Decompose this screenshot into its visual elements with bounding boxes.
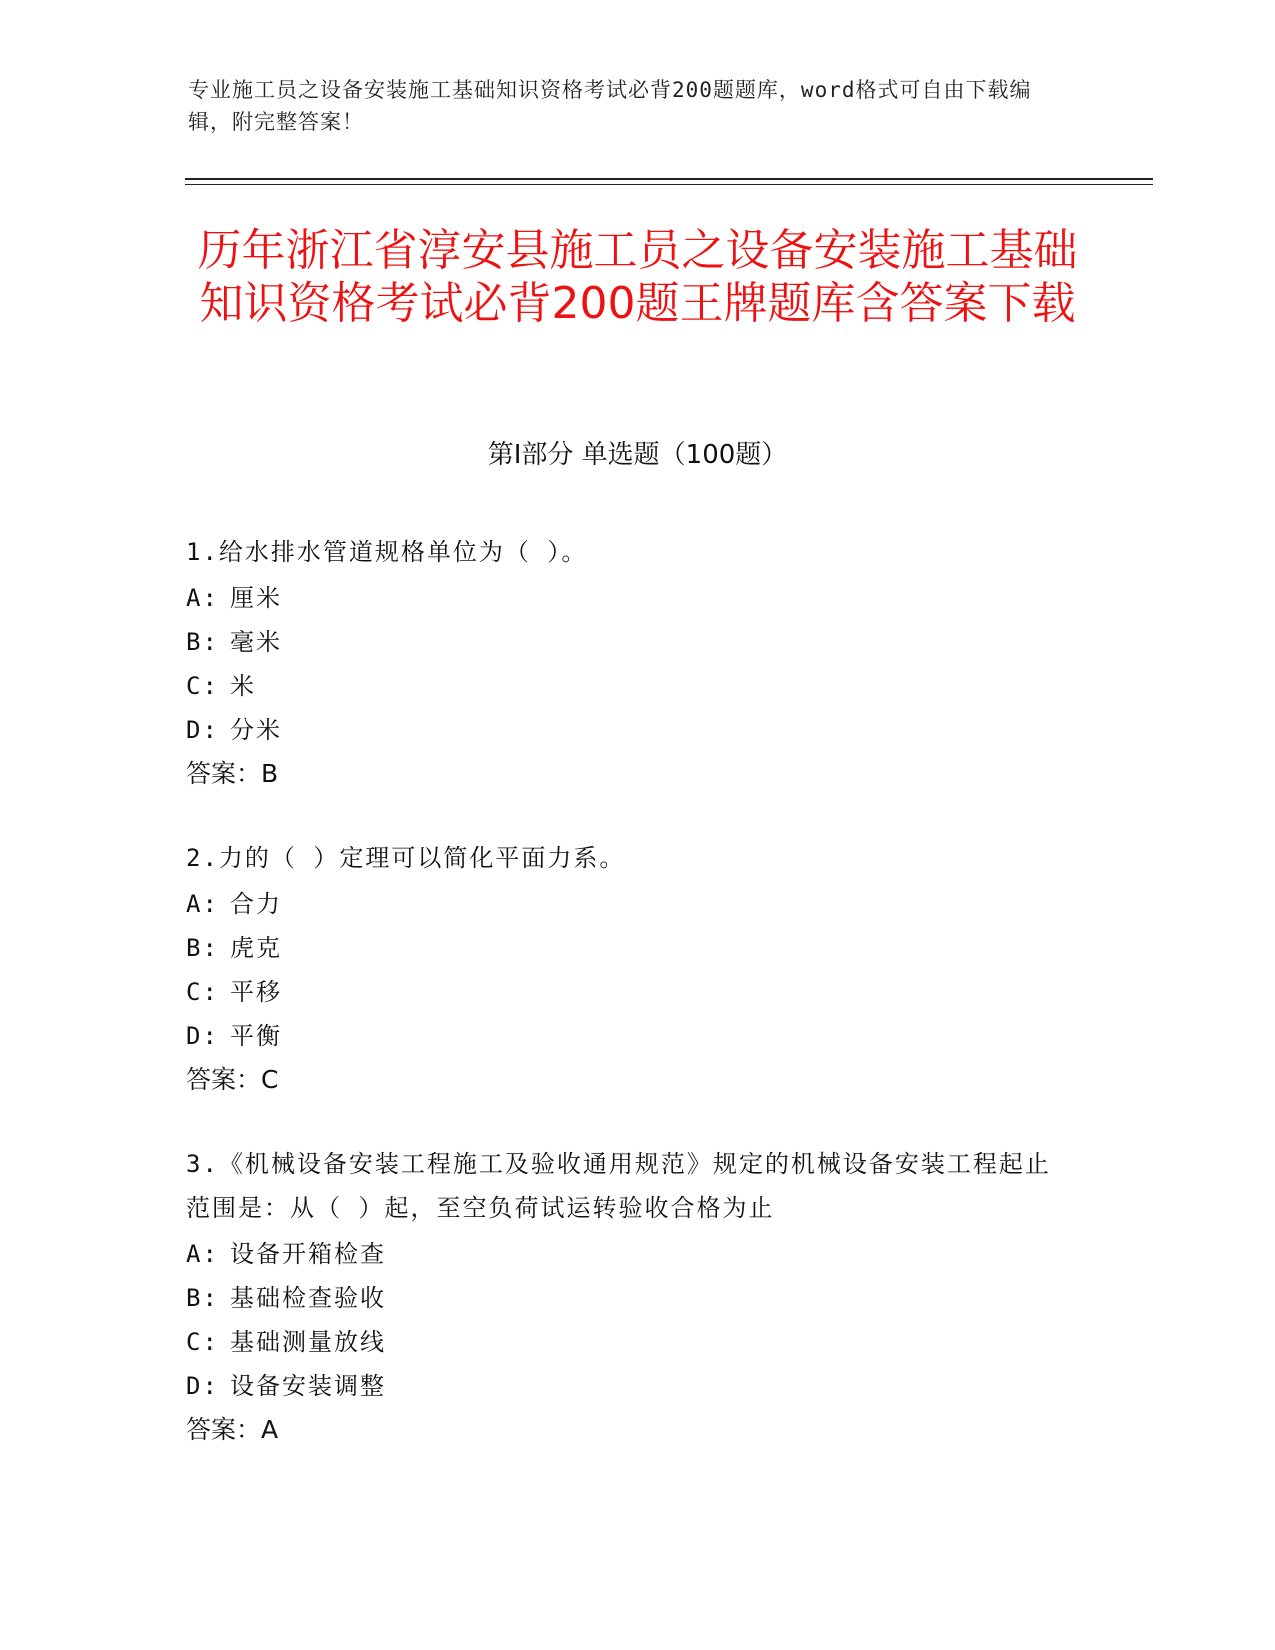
document-title: 历年浙江省淳安县施工员之设备安装施工基础知识资格考试必背200题王牌题库含答案下载 <box>197 225 1078 329</box>
option-c <box>186 1320 1066 1364</box>
option-key: B: <box>186 628 219 656</box>
question-3 <box>186 1142 1066 1452</box>
option-d <box>186 1364 1066 1408</box>
option-c <box>186 970 1066 1014</box>
option-key: C: <box>186 978 219 1006</box>
option-text: 虎克 <box>230 934 282 962</box>
option-text: 合力 <box>230 890 282 918</box>
option-text: 平衡 <box>230 1022 282 1050</box>
question-list <box>186 530 1066 1492</box>
answer: 答案：C <box>186 1065 279 1094</box>
option-b <box>186 926 1066 970</box>
header-divider-thick <box>185 178 1153 180</box>
option-a <box>186 576 1066 620</box>
option-key: B: <box>186 934 219 962</box>
option-key: D: <box>186 1022 219 1050</box>
option-text: 毫米 <box>230 628 282 656</box>
option-c <box>186 664 1066 708</box>
option-key: C: <box>186 672 219 700</box>
option-key: C: <box>186 1328 219 1356</box>
option-text: 基础测量放线 <box>230 1328 386 1356</box>
question-stem: 2.力的（ ）定理可以简化平面力系。 <box>186 844 626 872</box>
header-divider-thin <box>185 184 1153 185</box>
question-stem: 3.《机械设备安装工程施工及验收通用规范》规定的机械设备安装工程起止范围是：从（ ）起，至空负荷试运转验收合格为止 <box>186 1150 1051 1222</box>
question-2 <box>186 836 1066 1102</box>
option-text: 厘米 <box>230 584 282 612</box>
option-b <box>186 620 1066 664</box>
option-key: D: <box>186 1372 219 1400</box>
option-a <box>186 882 1066 926</box>
option-text: 设备安装调整 <box>230 1372 386 1400</box>
answer: 答案：A <box>186 1415 279 1444</box>
option-key: D: <box>186 716 219 744</box>
option-text: 米 <box>230 672 256 700</box>
option-key: A: <box>186 584 219 612</box>
section-title: 第Ⅰ部分 单选题（100题） <box>487 440 788 470</box>
answer: 答案：B <box>186 759 279 788</box>
question-1 <box>186 530 1066 796</box>
option-key: A: <box>186 1240 219 1268</box>
option-text: 设备开箱检查 <box>230 1240 386 1268</box>
option-text: 分米 <box>230 716 282 744</box>
option-key: A: <box>186 890 219 918</box>
option-d <box>186 1014 1066 1058</box>
option-text: 平移 <box>230 978 282 1006</box>
option-b <box>186 1276 1066 1320</box>
option-d <box>186 708 1066 752</box>
option-text: 基础检查验收 <box>230 1284 386 1312</box>
option-key: B: <box>186 1284 219 1312</box>
header-note: 专业施工员之设备安装施工基础知识资格考试必背200题题库，word格式可自由下载编辑，附完整答案！ <box>188 78 1032 134</box>
question-stem: 1.给水排水管道规格单位为（ ）。 <box>186 538 588 566</box>
option-a <box>186 1232 1066 1276</box>
